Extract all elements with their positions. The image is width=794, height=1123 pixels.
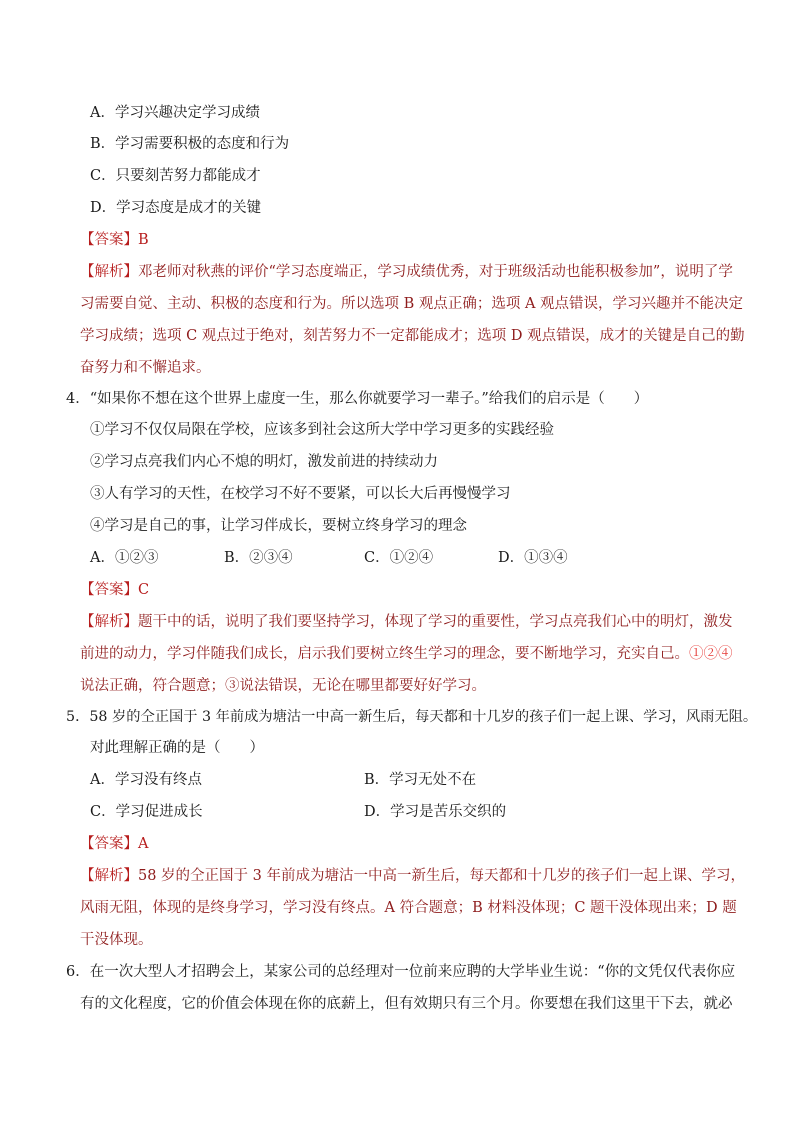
q3-option-a: A．学习兴趣决定学习成绩 (90, 105, 260, 121)
q4-option-a: A．①②③ (90, 550, 159, 566)
q3-analysis-line-3: 学习成绩；选项 C 观点过于绝对，刻苦努力不一定都能成才；选项 D 观点错误，成才的关键是自己的勤 (80, 328, 745, 344)
q5-option-d: D．学习是苦乐交织的 (364, 804, 507, 820)
q4-option-c: C．①②④ (364, 550, 434, 566)
answer-label: 【答案】 (80, 232, 138, 248)
q4-option-d: D．①③④ (498, 550, 568, 566)
q5-stem-line-2: 对此理解正确的是（ ） (90, 740, 264, 756)
q4-statement-2: ②学习点亮我们内心不熄的明灯，激发前进的持续动力 (90, 454, 438, 470)
q5-analysis-line-3: 干没体现。 (80, 932, 153, 948)
q4-analysis-line-1 (80, 612, 733, 632)
answer-value: C (138, 582, 150, 598)
answer-label: 【答案】 (80, 582, 138, 598)
q5-answer (80, 834, 148, 854)
q4-answer (80, 580, 149, 600)
q3-analysis-line-1 (80, 262, 733, 282)
q5-stem-line-1: 5．58 岁的仝正国于 3 年前成为塘沽一中高一新生后，每天都和十几岁的孩子们一起上课、学习，风雨无阻。 (66, 709, 758, 725)
q4-analysis-line-2 (80, 644, 733, 664)
analysis-text: 邓老师对秋燕的评价“学习态度端正，学习成绩优秀，对于班级活动也能积极参加”，说明了学 (138, 264, 733, 280)
q5-analysis-line-1 (80, 866, 745, 886)
q5-option-c: C．学习促进成长 (90, 804, 203, 820)
answer-value: A (138, 836, 149, 852)
q4-statement-1: ①学习不仅仅局限在学校，应该多到社会这所大学中学习更多的实践经验 (90, 422, 554, 438)
q3-analysis-line-2: 习需要自觉、主动、积极的态度和行为。所以选项 B 观点正确；选项 A 观点错误，学习兴趣并不能决定 (80, 296, 744, 312)
q4-option-b: B．②③④ (224, 550, 293, 566)
analysis-label: 【解析】 (80, 614, 138, 630)
q3-answer (80, 230, 149, 250)
q4-stem: 4．“如果你不想在这个世界上虚度一生，那么你就要学习一辈子。”给我们的启示是（ ） (66, 391, 649, 407)
q4-analysis-line-3: 说法正确，符合题意；③说法错误，无论在哪里都要好好学习。 (80, 678, 486, 694)
q5-analysis-line-2: 风雨无阻，体现的是终身学习，学习没有终点。A 符合题意；B 材料没体现；C 题干没体现出来；D 题 (80, 900, 737, 916)
q3-option-b: B．学习需要积极的态度和行为 (90, 136, 290, 152)
q3-analysis-line-4: 奋努力和不懈追求。 (80, 360, 211, 376)
answer-label: 【答案】 (80, 836, 138, 852)
analysis-text: 前进的动力，学习伴随我们成长，启示我们要树立终生学习的理念，要不断地学习，充实自己。 (80, 646, 689, 662)
q3-option-d: D．学习态度是成才的关键 (90, 200, 262, 216)
q5-option-a: A．学习没有终点 (90, 772, 202, 788)
analysis-highlight: ①②④ (689, 646, 733, 662)
analysis-text: 题干中的话，说明了我们要坚持学习，体现了学习的重要性，学习点亮我们心中的明灯，激发 (138, 614, 733, 630)
q4-statement-4: ④学习是自己的事，让学习伴成长，要树立终身学习的理念 (90, 518, 467, 534)
analysis-label: 【解析】 (80, 264, 138, 280)
analysis-label: 【解析】 (80, 868, 138, 884)
q4-statement-3: ③人有学习的天性，在校学习不好不要紧，可以长大后再慢慢学习 (90, 486, 511, 502)
answer-value: B (138, 232, 149, 248)
q6-stem-line-2: 有的文化程度，它的价值会体现在你的底薪上，但有效期只有三个月。你要想在我们这里干下去，就必 (80, 996, 733, 1012)
q5-option-b: B．学习无处不在 (364, 772, 477, 788)
q3-option-c: C．只要刻苦努力都能成才 (90, 168, 261, 184)
analysis-text: 58 岁的仝正国于 3 年前成为塘沽一中高一新生后，每天都和十几岁的孩子们一起上课、学习， (138, 868, 745, 884)
q6-stem-line-1: 6．在一次大型人才招聘会上，某家公司的总经理对一位前来应聘的大学毕业生说：“你的文凭仅代表你应 (66, 964, 736, 980)
